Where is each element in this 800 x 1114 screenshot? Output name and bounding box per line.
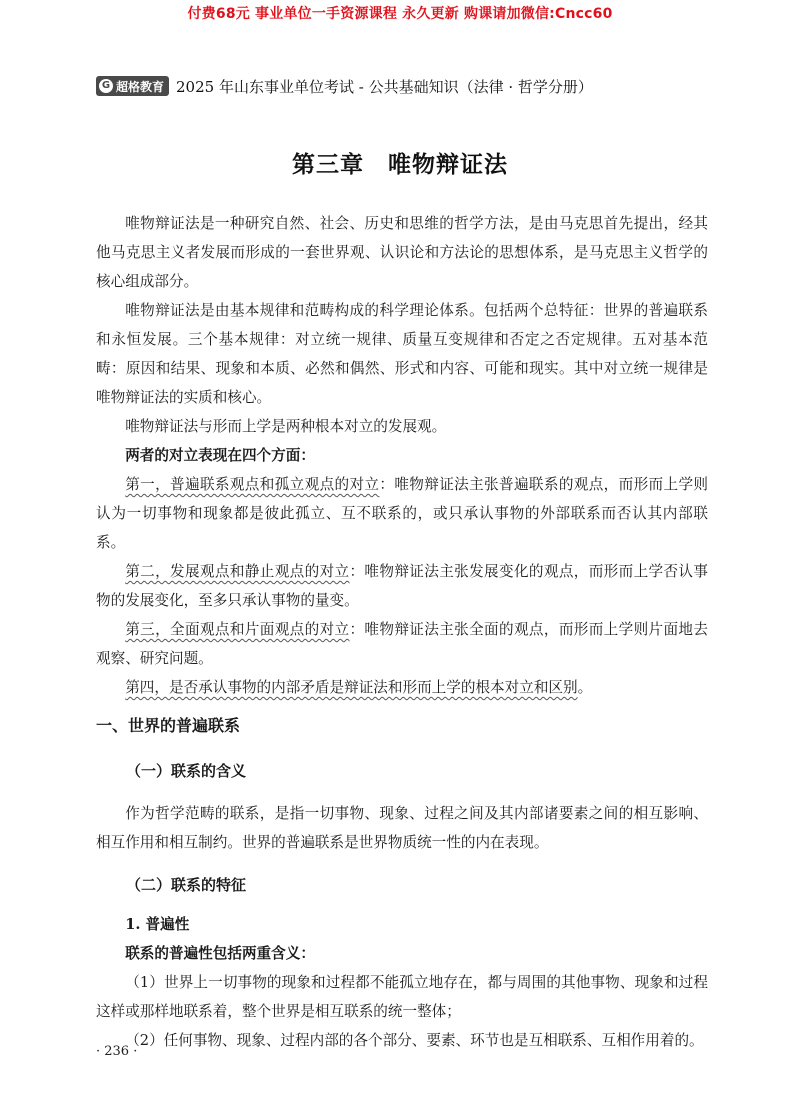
subsection-2-title: （二）联系的特征 xyxy=(126,876,247,894)
opposition-3-text: ：唯物辩证法主张全面的观点，而形而上学则片面地去观察、研究问题。 xyxy=(96,621,708,667)
page-number: · 236 · xyxy=(96,1044,138,1059)
opposition-1-text: ：唯物辩证法主张普遍联系的观点，而形而上学则认为一切事物和现象都是彼此孤立、互不联系的，或只承认事物的外部联系而否认其内部联系。 xyxy=(96,476,708,551)
page-header xyxy=(96,74,593,98)
brand-logo xyxy=(96,76,169,96)
section-1-title: 一、世界的普遍联系 xyxy=(96,716,241,735)
item-1-point-2: （2）任何事物、现象、过程内部的各个部分、要素、环节也是互相联系、互相作用着的。 xyxy=(125,1032,704,1049)
opposition-4 xyxy=(96,673,708,702)
item-1-title: 1. 普遍性 xyxy=(125,916,190,933)
intro-paragraph-3: 唯物辩证法与形而上学是两种根本对立的发展观。 xyxy=(125,418,447,435)
logo-text: 超格教育 xyxy=(116,79,165,94)
opposition-1 xyxy=(96,470,708,557)
watermark-banner: 付费68元 事业单位一手资源课程 永久更新 购课请加微信:Cncc60 xyxy=(187,6,613,22)
opposition-4-text: 。 xyxy=(577,679,593,696)
item-1-heading: 联系的普遍性包括两重含义： xyxy=(125,945,315,962)
opposition-2-label: 第二，发展观点和静止观点的对立 xyxy=(125,563,350,580)
opposition-2-text: ：唯物辩证法主张发展变化的观点，而形而上学否认事物的发展变化，至多只承认事物的量变。 xyxy=(96,563,708,609)
intro-paragraph-1: 唯物辩证法是一种研究自然、社会、历史和思维的哲学方法，是由马克思首先提出，经其他马克思主义者发展而形成的一套世界观、认识论和方法论的思想体系，是马克思主义哲学的核心组成部分。 xyxy=(96,215,708,290)
item-1-point-1: （1）世界上一切事物的现象和过程都不能孤立地存在，都与周围的其他事物、现象和过程这样或那样地联系着，整个世界是相互联系的统一整体； xyxy=(96,974,708,1020)
logo-icon: G xyxy=(99,79,113,93)
book-title: 2025 年山东事业单位考试 - 公共基础知识（法律 · 哲学分册） xyxy=(176,77,593,96)
opposition-heading: 两者的对立表现在四个方面： xyxy=(125,447,315,464)
opposition-3 xyxy=(96,615,708,673)
page-content xyxy=(96,209,708,1055)
subsection-1-title: （一）联系的含义 xyxy=(126,762,247,780)
intro-paragraph-2: 唯物辩证法是由基本规律和范畴构成的科学理论体系。包括两个总特征：世界的普遍联系和永恒发展。三个基本规律：对立统一规律、质量互变规律和否定之否定规律。五对基本范畴：原因和结果、现象和本质、必然和偶然、形式和内容、可能和现实。其中对立统一规律是唯物辩证法的实质和核心。 xyxy=(96,302,708,406)
opposition-1-label: 第一，普遍联系观点和孤立观点的对立 xyxy=(125,476,380,493)
subsection-1-paragraph: 作为哲学范畴的联系，是指一切事物、现象、过程之间及其内部诸要素之间的相互影响、相互作用和相互制约。世界的普遍联系是世界物质统一性的内在表现。 xyxy=(96,805,708,851)
opposition-3-label: 第三，全面观点和片面观点的对立 xyxy=(125,621,350,638)
opposition-4-label: 第四，是否承认事物的内部矛盾是辩证法和形而上学的根本对立和区别 xyxy=(125,679,578,696)
chapter-title: 第三章 唯物辩证法 xyxy=(292,151,508,178)
opposition-2 xyxy=(96,557,708,615)
